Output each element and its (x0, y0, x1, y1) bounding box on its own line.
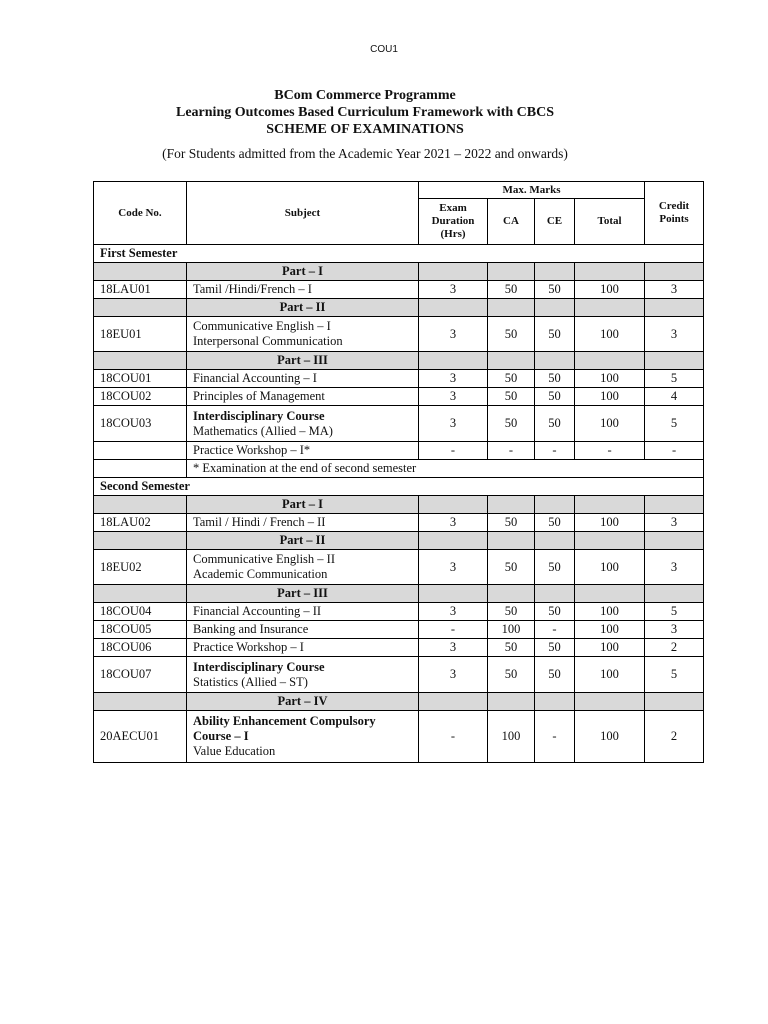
subject-cell: Financial Accounting – I (187, 370, 419, 388)
subject-cell: Tamil / Hindi / French – II (187, 514, 419, 532)
total-cell: 100 (575, 388, 645, 406)
ce-cell: - (535, 711, 575, 763)
ce-cell: 50 (535, 317, 575, 352)
code-cell: 20AECU01 (94, 711, 187, 763)
code-cell: 18LAU02 (94, 514, 187, 532)
exam-cell: - (419, 442, 488, 460)
exam-cell: 3 (419, 603, 488, 621)
credit-cell: 3 (645, 550, 704, 585)
semester-row (94, 245, 704, 263)
code-cell: 18EU02 (94, 550, 187, 585)
credit-cell: 5 (645, 370, 704, 388)
part-row (94, 352, 704, 370)
ca-cell: - (488, 442, 535, 460)
total-cell: 100 (575, 657, 645, 693)
ca-cell: 50 (488, 550, 535, 585)
credit-cell: 4 (645, 388, 704, 406)
credit-cell: 2 (645, 639, 704, 657)
subject-cell: Principles of Management (187, 388, 419, 406)
total-cell: 100 (575, 711, 645, 763)
code-cell: 18COU04 (94, 603, 187, 621)
ce-cell: - (535, 621, 575, 639)
credit-cell: 3 (645, 317, 704, 352)
header-credit-points: Credit Points (645, 182, 704, 245)
exam-cell: 3 (419, 406, 488, 442)
ce-cell: - (535, 442, 575, 460)
ce-cell: 50 (535, 639, 575, 657)
subject-cell: Practice Workshop – I (187, 639, 419, 657)
total-cell: 100 (575, 317, 645, 352)
header-ce: CE (535, 199, 575, 245)
programme-title: BCom Commerce Programme (274, 88, 456, 103)
ca-cell: 50 (488, 603, 535, 621)
note-row (94, 460, 704, 478)
total-cell: 100 (575, 370, 645, 388)
header-ca: CA (488, 199, 535, 245)
table-row (94, 639, 704, 657)
table-row (94, 281, 704, 299)
table-row (94, 370, 704, 388)
scheme-table (93, 181, 704, 763)
part-label: Part – II (187, 299, 419, 317)
table-row (94, 406, 704, 442)
table-row (94, 388, 704, 406)
document-code: COU1 (370, 44, 398, 55)
framework-title: Learning Outcomes Based Curriculum Framework with CBCS (176, 105, 554, 120)
credit-cell: 2 (645, 711, 704, 763)
total-cell: 100 (575, 621, 645, 639)
code-cell: 18COU06 (94, 639, 187, 657)
total-cell: 100 (575, 514, 645, 532)
code-cell: 18COU01 (94, 370, 187, 388)
subject-cell: Banking and Insurance (187, 621, 419, 639)
ca-cell: 50 (488, 370, 535, 388)
subject-cell: Interdisciplinary Course Statistics (Allied – ST) (187, 657, 419, 693)
total-cell: 100 (575, 281, 645, 299)
exam-cell: - (419, 621, 488, 639)
part-row (94, 693, 704, 711)
ca-cell: 50 (488, 406, 535, 442)
part-row (94, 585, 704, 603)
ca-cell: 100 (488, 711, 535, 763)
table-row (94, 442, 704, 460)
ce-cell: 50 (535, 514, 575, 532)
part-label: Part – I (187, 263, 419, 281)
credit-cell: 3 (645, 621, 704, 639)
semester-row (94, 478, 704, 496)
total-cell: 100 (575, 406, 645, 442)
ca-cell: 50 (488, 514, 535, 532)
header-subject: Subject (187, 182, 419, 245)
subject-cell: Interdisciplinary Course Mathematics (Allied – MA) (187, 406, 419, 442)
exam-cell: - (419, 711, 488, 763)
exam-cell: 3 (419, 550, 488, 585)
part-row (94, 532, 704, 550)
part-row (94, 263, 704, 281)
table-row (94, 317, 704, 352)
ce-cell: 50 (535, 370, 575, 388)
credit-cell: 5 (645, 657, 704, 693)
total-cell: 100 (575, 550, 645, 585)
header-max-marks: Max. Marks (419, 182, 645, 199)
ca-cell: 50 (488, 317, 535, 352)
admission-note: (For Students admitted from the Academic Year 2021 – 2022 and onwards) (162, 146, 568, 161)
table-row (94, 603, 704, 621)
exam-cell: 3 (419, 514, 488, 532)
part-label: Part – I (187, 496, 419, 514)
exam-cell: 3 (419, 370, 488, 388)
subject-cell: Tamil /Hindi/French – I (187, 281, 419, 299)
subject-cell: Communicative English – I Interpersonal Communication (187, 317, 419, 352)
code-cell: 18EU01 (94, 317, 187, 352)
part-row (94, 496, 704, 514)
ce-cell: 50 (535, 388, 575, 406)
table-row (94, 550, 704, 585)
semester-label: Second Semester (94, 478, 704, 496)
exam-note: * Examination at the end of second semester (187, 460, 704, 478)
total-cell: 100 (575, 639, 645, 657)
subject-cell: Financial Accounting – II (187, 603, 419, 621)
table-row (94, 621, 704, 639)
scheme-title: SCHEME OF EXAMINATIONS (266, 122, 464, 137)
code-cell: 18COU05 (94, 621, 187, 639)
part-row (94, 299, 704, 317)
total-cell: 100 (575, 603, 645, 621)
exam-cell: 3 (419, 281, 488, 299)
subject-cell: Ability Enhancement Compulsory Course – I Value Education (187, 711, 419, 763)
ce-cell: 50 (535, 406, 575, 442)
header-total: Total (575, 199, 645, 245)
semester-label: First Semester (94, 245, 704, 263)
ce-cell: 50 (535, 281, 575, 299)
part-label: Part – III (187, 352, 419, 370)
code-cell (94, 442, 187, 460)
code-cell: 18COU02 (94, 388, 187, 406)
credit-cell: - (645, 442, 704, 460)
part-label: Part – III (187, 585, 419, 603)
exam-cell: 3 (419, 317, 488, 352)
exam-cell: 3 (419, 657, 488, 693)
header-exam-duration: Exam Duration (Hrs) (419, 199, 488, 245)
ca-cell: 50 (488, 388, 535, 406)
table-row (94, 711, 704, 763)
ca-cell: 50 (488, 657, 535, 693)
code-cell: 18LAU01 (94, 281, 187, 299)
table-row (94, 514, 704, 532)
ce-cell: 50 (535, 657, 575, 693)
part-label: Part – IV (187, 693, 419, 711)
part-label: Part – II (187, 532, 419, 550)
ce-cell: 50 (535, 550, 575, 585)
header-code: Code No. (94, 182, 187, 245)
table-row (94, 657, 704, 693)
exam-cell: 3 (419, 639, 488, 657)
ca-cell: 100 (488, 621, 535, 639)
ca-cell: 50 (488, 639, 535, 657)
credit-cell: 3 (645, 514, 704, 532)
credit-cell: 5 (645, 603, 704, 621)
exam-cell: 3 (419, 388, 488, 406)
subject-cell: Practice Workshop – I* (187, 442, 419, 460)
code-cell: 18COU07 (94, 657, 187, 693)
credit-cell: 5 (645, 406, 704, 442)
ca-cell: 50 (488, 281, 535, 299)
code-cell: 18COU03 (94, 406, 187, 442)
ce-cell: 50 (535, 603, 575, 621)
subject-cell: Communicative English – II Academic Communication (187, 550, 419, 585)
total-cell: - (575, 442, 645, 460)
credit-cell: 3 (645, 281, 704, 299)
